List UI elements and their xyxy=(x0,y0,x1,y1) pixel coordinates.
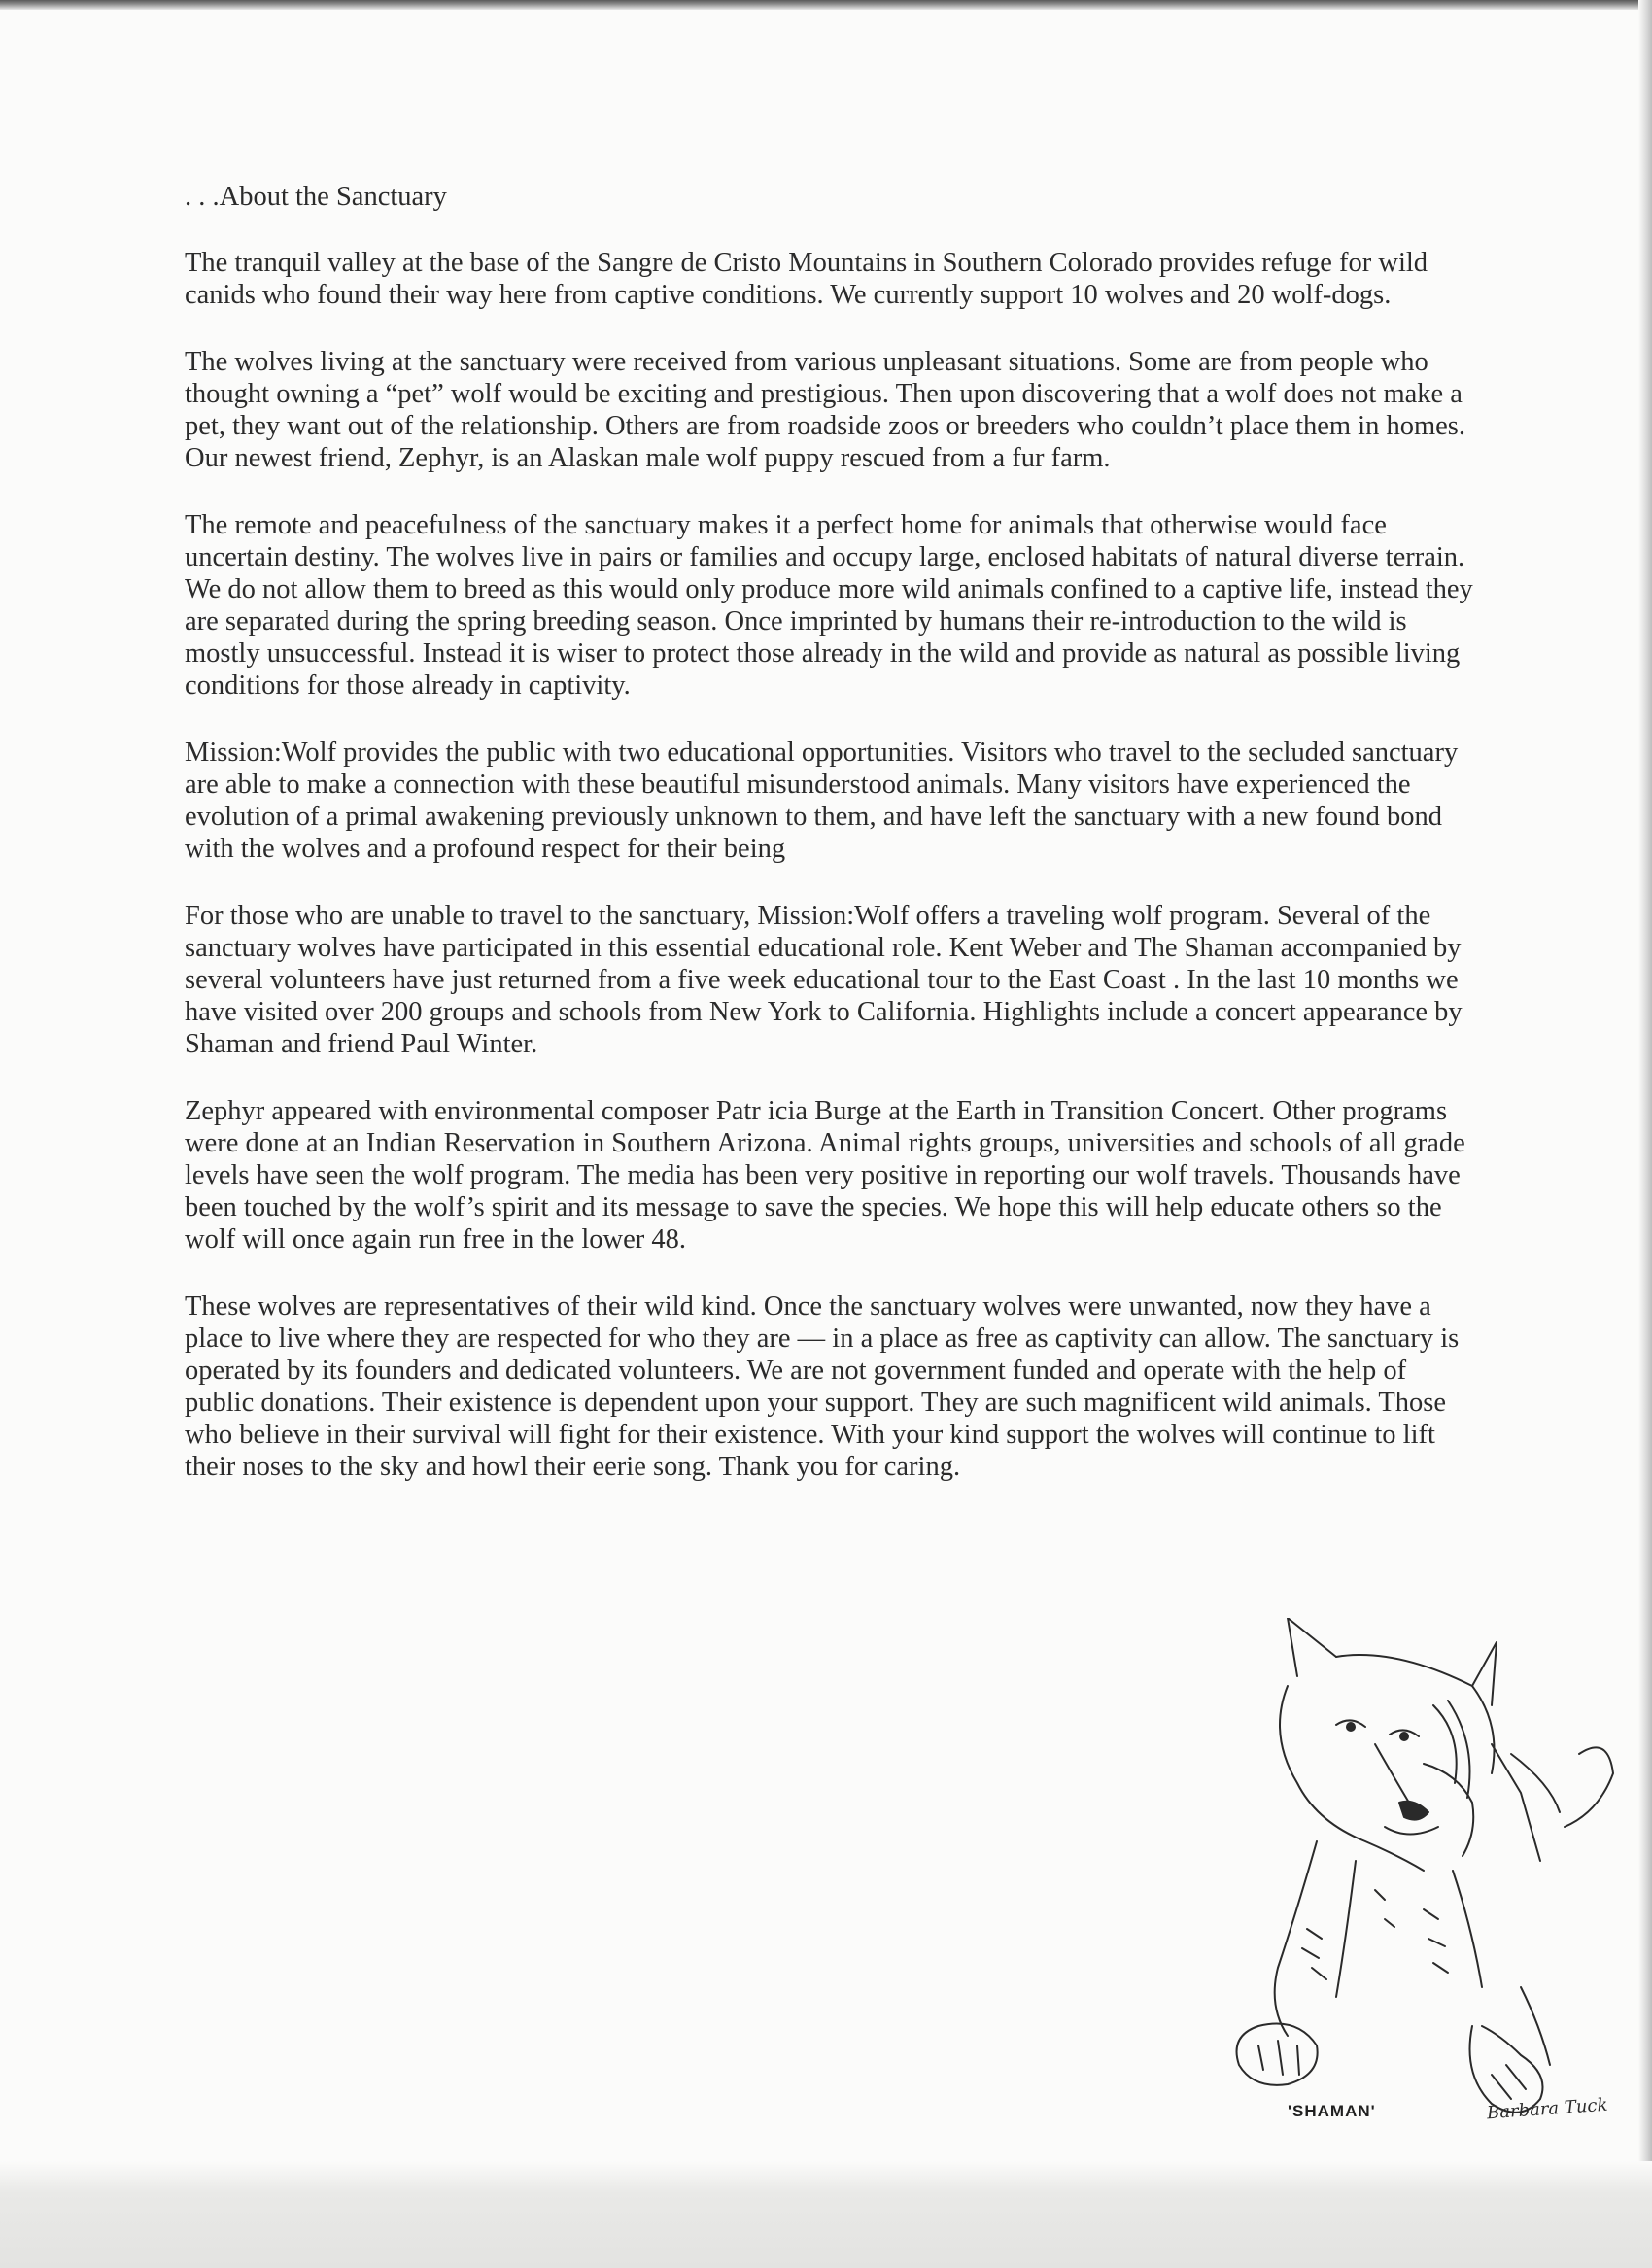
scan-right-edge xyxy=(1638,0,1652,2268)
paragraph-traveling-program: For those who are unable to travel to the sanctuary, Mission:Wolf offers a traveling wolf program. Several of the sanctuary wolves have participated in this essential educational role. Kent Weber and The Shaman accompanied by several volunteers have just returned from a five week educational tour to the East Coast . In the last 10 months we have visited over 200 groups and schools from New York to California. Highlights include a concert appearance by Shaman and friend Paul Winter. xyxy=(185,901,1463,1059)
paragraph-valley: The tranquil valley at the base of the Sangre de Cristo Mountains in Southern Colorado provides refuge for wild canids who found their way here from captive conditions. We currently support 10 wolves and 20 wolf-dogs. xyxy=(185,248,1428,310)
paragraph-education: Mission:Wolf provides the public with two educational opportunities. Visitors who travel to the secluded sanctuary are able to make a connection with these beautiful misunderstood animals. Many visitors have experienced the evolution of a primal awakening previously unknown to them, and have left the sanctuary with a new found bond with the wolves and a profound respect for their being xyxy=(185,738,1459,864)
scan-bottom-band xyxy=(0,2161,1652,2268)
scan-top-edge xyxy=(0,0,1652,10)
wolf-sketch-illustration xyxy=(1229,1618,1637,2143)
paragraph-remote-home: The remote and peacefulness of the sanctuary makes it a perfect home for animals that otherwise would face uncertain destiny. The wolves live in pairs or families and occupy large, enclosed habitats of natural diverse terrain. We do not allow them to breed as this would only produce more wild animals confined to a captive life, instead they are separated during the spring breeding season. Once imprinted by humans their re-introduction to the wild is mostly unsuccessful. Instead it is wiser to protect those already in the wild and provide as natural as possible living conditions for those already in captivity. xyxy=(185,510,1473,701)
section-heading: . . .About the Sanctuary xyxy=(185,182,447,212)
illustration-caption: 'SHAMAN' xyxy=(1288,2102,1376,2120)
paragraph-closing: These wolves are representatives of their wild kind. Once the sanctuary wolves were unwanted, now they have a place to live where they are respected for who they are — in a place as free as captivity can allow. The sanctuary is operated by its founders and dedicated volunteers. We are not government funded and operate with the help of public donations. Their existence is dependent upon your support. They are such magnificent wild animals. Those who believe in their survival will fight for their existence. With your kind support the wolves will continue to lift their noses to the sky and howl their eerie song. Thank you for caring. xyxy=(185,1291,1460,1482)
artist-signature: Barbara Tuck xyxy=(1486,2094,1609,2124)
paragraph-zephyr: Zephyr appeared with environmental composer Patr icia Burge at the Earth in Transition Concert. Other programs were done at an Indian Reservation in Southern Arizona. Animal rights groups, universities and schools of all grade levels have seen the wolf program. The media has been very positive in reporting our wolf travels. Thousands have been touched by the wolf’s spirit and its message to save the species. We hope this will help educate others so the wolf will once again run free in the lower 48. xyxy=(185,1096,1465,1254)
paragraph-wolves-origin: The wolves living at the sanctuary were received from various unpleasant situations. Some are from people who thought owning a “pet” wolf would be exciting and prestigious. Then upon discovering that a wolf does not make a pet, they want out of the relationship. Others are from roadside zoos or breeders who couldn’t place them in homes. Our newest friend, Zephyr, is an Alaskan male wolf puppy rescued from a fur farm. xyxy=(185,347,1466,473)
article-body xyxy=(185,180,1477,1518)
